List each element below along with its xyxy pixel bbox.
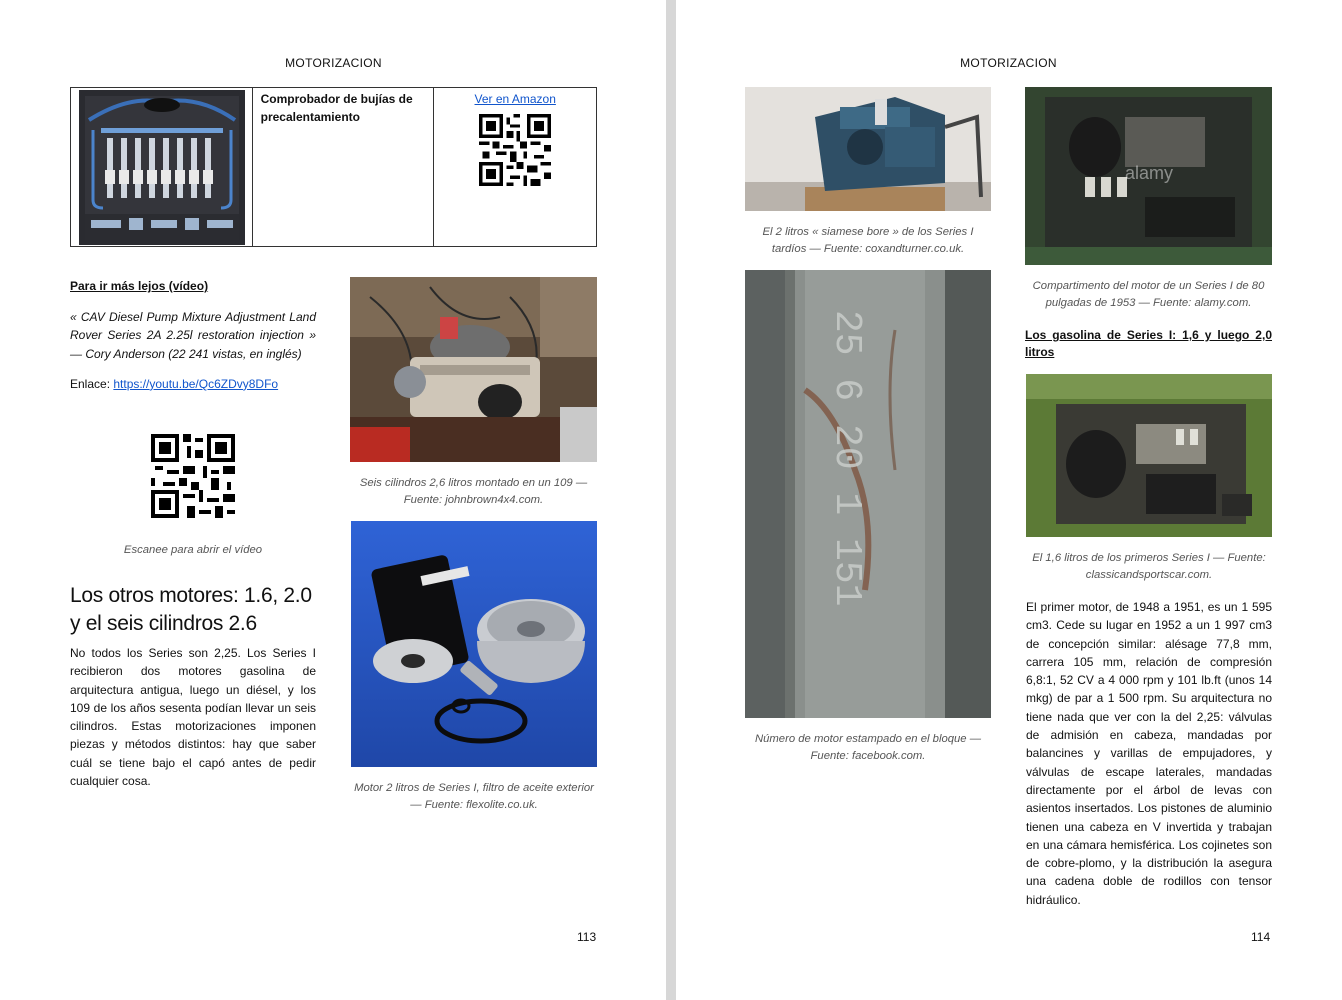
blue-engine-photo xyxy=(745,87,991,211)
engine-compartment-photo xyxy=(1025,87,1272,265)
watermark: alamy xyxy=(1124,163,1174,183)
figure-caption: Compartimento del motor de un Series I de 80 pulgadas de 1953 — Fuente: alamy.com. xyxy=(1032,280,1265,309)
running-header: MOTORIZACION xyxy=(285,56,382,70)
page-left xyxy=(0,0,666,1000)
figure-caption: Seis cilindros 2,6 litros montado en un 109 — Fuente: johnbrown4x4.com. xyxy=(359,477,588,506)
video-link[interactable]: https://youtu.be/Qc6ZDvy8DFo xyxy=(113,376,279,391)
section-body: El primer motor, de 1948 a 1951, es un 1 595 cm3. Cede su lugar en 1952 a un 1 997 cm3 de concepción similar: alésage 77,8 mm, carrera 105 mm, relación de compresión 6,8:1, 52 CV a 4 000 rpm y 101 lb.ft (unos 14 mkg) de par a 1 500 rpm. Su arquitectura no tiene nada que ver con la del 2,25: válvulas de admisión en cabeza, mandadas por balancines y varillas de empujadores, y válvulas de escape laterales, mandadas directamente por el árbol de levas con asientos insertados. Los pistones de aluminio tienen una cabeza en V invertida y trabajan en una cámara hemisférica. Los cojinetes son de cobre-plomo, y la distribución la asegura una cadena doble de rodillos con tensor hidráulico. xyxy=(1026,600,1272,907)
page-right xyxy=(676,0,1342,1000)
product-name-cell xyxy=(252,88,434,247)
page-gutter xyxy=(666,0,676,1000)
amazon-link[interactable]: Ver en Amazon xyxy=(474,92,556,106)
product-image-cell xyxy=(71,88,253,247)
video-quote: « CAV Diesel Pump Mixture Adjustment Land Rover Series 2A 2.25l restoration injection » — Cory Anderson (22 241 vistas, en inglés) xyxy=(70,310,316,361)
product-link-cell xyxy=(434,88,597,247)
glow-plug-tester-kit-photo xyxy=(79,90,245,245)
section-body: No todos los Series son 2,25. Los Series I recibieron dos motores gasolina de arquitectura antigua, luego un diésel, y los 109 de los años sesenta podían llevar un seis cilindros. Estas motorizaciones imponen piezas y métodos distintos: hay que saber cuál se tiene bajo el capó antes de pedir cualquier cosa. xyxy=(70,646,316,789)
stamped-engine-number-photo xyxy=(745,270,991,718)
video-qr-code-icon xyxy=(151,434,235,518)
link-prefix: Enlace: xyxy=(70,376,114,391)
running-header: MOTORIZACION xyxy=(960,56,1057,70)
video-link-line xyxy=(70,375,316,393)
page-number: 113 xyxy=(577,930,597,944)
further-block xyxy=(70,278,316,393)
section-left xyxy=(70,582,316,790)
stamped-number-text: 25 6 20 1 151 xyxy=(825,310,868,607)
oil-filter-kit-photo xyxy=(351,521,597,767)
green-engine-bay-photo xyxy=(1026,374,1272,537)
page-number: 114 xyxy=(1251,930,1271,944)
section-heading: Los otros motores: 1.6, 2.0 y el seis cilindros 2.6 xyxy=(70,584,312,635)
product-table xyxy=(70,87,597,247)
engine-bay-photo xyxy=(350,277,597,462)
further-heading: Para ir más lejos (vídeo) xyxy=(70,279,209,293)
qr-caption: Escanee para abrir el vídeo xyxy=(123,544,263,556)
qr-code-icon xyxy=(479,114,551,186)
section-heading: Los gasolina de Series I: 1,6 y luego 2,0 litros xyxy=(1025,328,1272,359)
figure-caption: Número de motor estampado en el bloque — Fuente: facebook.com. xyxy=(754,733,982,762)
figure-caption: El 2 litros « siamese bore » de los Series I tardíos — Fuente: coxandturner.co.uk. xyxy=(762,226,974,255)
product-name: Comprobador de bujías de precalentamiento xyxy=(260,92,413,124)
figure-caption: El 1,6 litros de los primeros Series I — Fuente: classicandsportscar.com. xyxy=(1032,552,1266,581)
figure-caption: Motor 2 litros de Series I, filtro de aceite exterior — Fuente: flexolite.co.uk. xyxy=(354,782,594,811)
